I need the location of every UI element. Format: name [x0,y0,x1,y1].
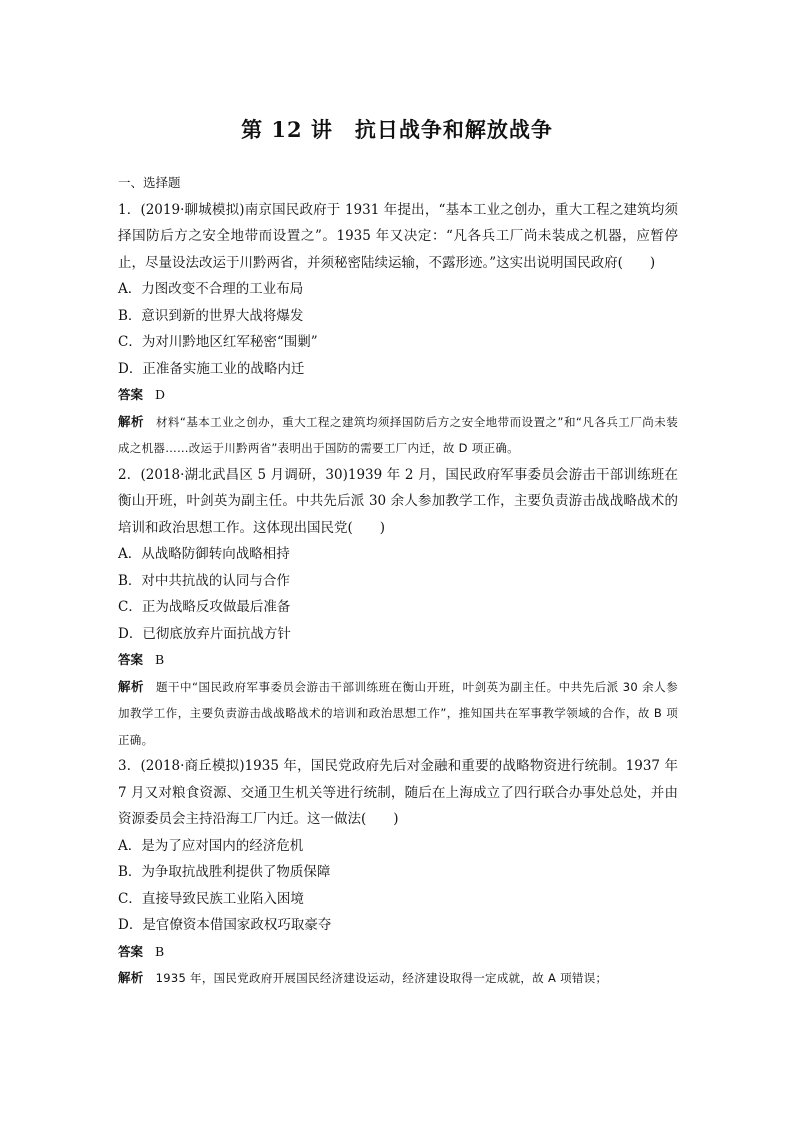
answer-line [118,647,678,674]
option-c: C．为对川黔地区红军秘密“围剿” [118,334,318,350]
document-body [118,170,678,992]
question-stem: 1．(2019·聊城模拟)南京国民政府于 1931 年提出，“基本工业之创办，重大工程之建筑均须择国防后方之安全地带而设置之”。1935 年又决定：“凡各兵工厂尚未装成之机器，应暂停止，尽量设法改运于川黔两省，并须秘密陆续运输，不露形迹。”这实出说明国民政府( ) [118,201,678,271]
analysis-label: 解析 [118,678,145,694]
option-b: B．为争取抗战胜利提供了物质保障 [118,864,331,880]
answer-line [118,939,678,966]
option-c: C．正为战略反攻做最后准备 [118,599,291,615]
question-1 [118,197,678,462]
option-b: B．对中共抗战的认同与合作 [118,572,290,589]
answer-value: D [155,387,166,402]
analysis-label: 解析 [118,970,144,985]
question-stem: 3．(2018·商丘模拟)1935 年，国民党政府先后对金融和重要的战略物资进行统制。1937 年 7 月又对粮食资源、交通卫生机关等进行统制，随后在上海成立了四行联合办事处总处，并由资源委员会主持沿海工厂内迁。这一做法( ) [118,758,678,827]
option-d: D．是官僚资本借国家政权巧取豪夺 [118,917,332,933]
analysis-label: 解析 [118,413,144,429]
page-title: 第 12 讲 抗日战争和解放战争 [241,117,553,142]
analysis-line [118,674,678,754]
question-stem: 2．(2018·湖北武昌区 5 月调研，30)1939 年 2 月，国民政府军事委员会游击干部训练班在衡山开班，叶剑英为副主任。中共先后派 30 余人参加教学工作，主要负责游击战战略战术的培训和政治思想工作。这体现出国民党( ) [118,466,678,536]
answer-value: B [155,652,165,667]
option-c: C．直接导致民族工业陷入困境 [118,890,304,907]
option-b: B．意识到新的世界大战将爆发 [118,307,304,324]
section-heading: 一、选择题 [118,175,181,190]
analysis-text: 1935 年，国民党政府开展国民经济建设运动，经济建设取得一定成就，故 A 项错误； [155,971,608,985]
analysis-line [118,409,678,462]
option-d: D．已彻底放弃片面抗战方针 [118,625,291,642]
question-2 [118,462,678,754]
analysis-line [118,965,678,992]
answer-line [118,382,678,409]
answer-label: 答案 [118,387,144,402]
question-3 [118,753,678,992]
option-a: A．从战略防御转向战略相持 [118,546,290,562]
analysis-text: 材料“基本工业之创办，重大工程之建筑均须择国防后方之安全地带而设置之”和“凡各兵工厂尚未装成之机器……改运于川黔两省”表明出于国防的需要工厂内迁，故 D 项正确。 [118,414,678,455]
option-d: D．正准备实施工业的战略内迁 [118,360,305,377]
answer-label: 答案 [118,943,144,959]
answer-label: 答案 [118,652,144,667]
analysis-text: 题干中“国民政府军事委员会游击干部训练班在衡山开班，叶剑英为副主任。中共先后派 30 余人参加教学工作，主要负责游击战战略战术的培训和政治思想工作”，推知国共在军事教学领域的合作，故 B 项正确。 [118,679,678,747]
option-a: A．力图改变不合理的工业布局 [118,281,304,297]
answer-value: B [155,943,165,959]
option-a: A．是为了应对国内的经济危机 [118,837,304,854]
